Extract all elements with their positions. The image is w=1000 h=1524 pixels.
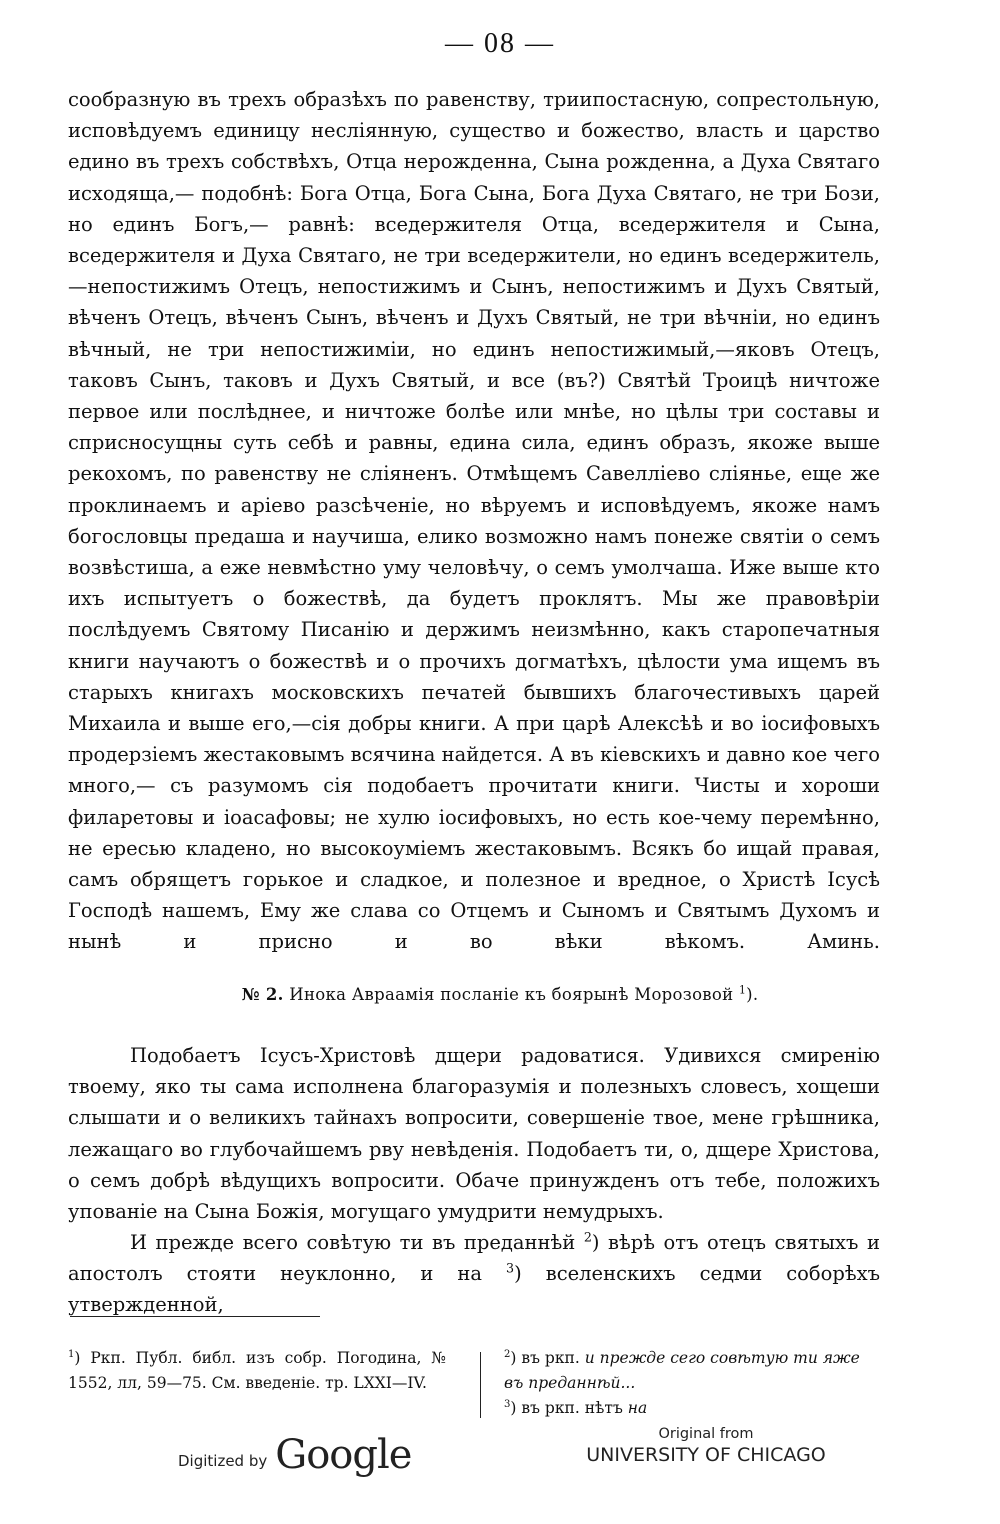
- footnote-3-italic: на: [627, 1399, 648, 1417]
- footnote-2-italic: и прежде сего совѣтую ти яже въ преданнѣй...: [504, 1349, 860, 1392]
- letter-paragraph-2-part1: И прежде всего совѣтую ти въ преданнѣй: [130, 1231, 576, 1254]
- institution-name: UNIVERSITY OF CHICAGO: [586, 1444, 826, 1466]
- section-number: № 2.: [241, 985, 284, 1004]
- google-logo: Google: [275, 1432, 412, 1478]
- digitized-by-watermark: [178, 1432, 411, 1478]
- footnote-ref-2: 2: [583, 1229, 592, 1245]
- footnote-ref-3: 3: [506, 1260, 515, 1276]
- body-paragraph-continued: сообразную въ трехъ образѣхъ по равенству, триипостасную, сопрестольную, исповѣдуемъ единицу неслiянную, существо и божество, власть и царство едино въ трехъ собствѣхъ, Отца нерожденна, Сына рожденна, а Духа Святаго исходяща,— подобнѣ: Бога Отца, Бога Сына, Бога Духа Святаго, не три Бози, но единъ Богъ,— равнѣ: вседержителя Отца, вседержителя и Сына, вседержителя и Духа Святаго, не три вседержители, но единъ вседержитель,—непостижимъ Отецъ, непостижимъ и Сынъ, непостижимъ и Духъ Святый, вѣченъ Отецъ, вѣченъ Сынъ, вѣченъ и Духъ Святый, не три вѣчніи, но единъ вѣчный, не три непостижиміи, но единъ непостижимый,—яковъ Отецъ, таковъ Сынъ, таковъ и Духъ Святый, и все (въ?) Святѣй Троицѣ ничтоже первое или послѣднее, и ничтоже болѣе или мнѣе, но цѣлы три составы и сприсносущны суть себѣ и равны, едина сила, единъ образъ, якоже выше рекохомъ, по равенству не слiяненъ. Отмѣщемъ Савелліево сліянье, еще же проклинаемъ и аріево разсѣченіе, но вѣруемъ и исповѣдуемъ, якоже намъ богословцы предаша и научиша, елико возможно намъ понеже святіи о семъ возвѣстиша, а еже невмѣстно уму человѣчу, о семъ умолчаша. Иже выше кто ихъ испытуетъ о божествѣ, да будетъ проклятъ. Мы же правовѣріи послѣдуемъ Святому Писанію и держимъ неизмѣнно, какъ старопечатныя книги научаютъ о божествѣ и о прочихъ догматѣхъ, цѣлости ума ищемъ въ старыхъ книгахъ московскихъ печатей бывшихъ благочестивыхъ царей Михаила и выше его,—сія добры книги. А при царѣ Алексѣѣ и во іосифовыхъ продерзіемъ жестаковымъ всячина найдется. А въ кіевскихъ и давно кое чего много,— съ разумомъ сія подобаетъ прочитати книги. Чисты и хороши филаретовы и іоасафовы; не хулю іосифовыхъ, но есть кое-чему перемѣнно, не ересью кладено, но высокоуміемъ жестаковымъ. Всякъ бо ищай правая, самъ обрящетъ горькое и сладкое, и полезное и вредное, о Христѣ Ісусѣ Господѣ нашемъ, Ему же слава со Отцемъ и Сыномъ и Святымъ Духомъ и нынѣ и присно и во вѣки вѣкомъ. Аминь.: [68, 88, 880, 954]
- digitized-by-label: Digitized by: [178, 1452, 268, 1470]
- footnote-3-prefix: ) въ ркп. нѣтъ: [510, 1399, 623, 1417]
- footnote-column-divider: [480, 1352, 481, 1418]
- footnote-3-mark: 3: [504, 1398, 511, 1410]
- letter-paragraph-2-part2: ) вѣрѣ отъ отецъ святыхъ и апостолъ стояти неуклонно, и на: [68, 1231, 880, 1286]
- letter-paragraph-2-part3: ) вселенскихъ седми соборѣхъ утвержденной,: [68, 1262, 881, 1317]
- footnote-1-mark: 1: [68, 1348, 75, 1360]
- page-number: — 08 —: [445, 28, 555, 59]
- section-heading: [0, 985, 1000, 1004]
- footnote-2: [504, 1346, 876, 1396]
- footnote-ref-1: 1: [738, 983, 747, 997]
- section-title: Инока Авраамія посланіе къ боярынѣ Морозовой: [289, 985, 734, 1004]
- section-title-tail: ).: [746, 985, 759, 1004]
- footnote-1-text: ) Ркп. Публ. библ. изъ собр. Погодина, № 1552, лл, 59—75. См. введеніе. тр. LXXI—IV.: [68, 1349, 446, 1392]
- original-from-label: Original from: [658, 1426, 754, 1442]
- footnote-separator: [70, 1316, 320, 1317]
- original-from-watermark: [576, 1426, 836, 1466]
- letter-paragraph-2: [68, 1227, 880, 1321]
- footnote-2-mark: 2: [504, 1348, 511, 1360]
- letter-paragraph-1: Подобаетъ Ісусъ-Христовѣ дщери радоватися. Удивихся смиренію твоему, яко ты сама исполнена благоразумія и полезныхъ словесъ, хощеши слышати и о великихъ тайнахъ вопросити, совершеніе твое, мене грѣшника, лежащаго во глубочайшемъ рву невѣденія. Подобаетъ ти, о, дщере Христова, о семъ добрѣ вѣдущихъ вопросити. Обаче принужденъ отъ тебе, положихъ упованіе на Сына Божія, могущаго умудрити немудрыхъ.: [68, 1044, 880, 1224]
- footnotes-right-column: [504, 1346, 876, 1421]
- footnote-1: [68, 1346, 446, 1396]
- footnote-3: [504, 1396, 876, 1421]
- footnote-2-prefix: ) въ ркп.: [510, 1349, 580, 1367]
